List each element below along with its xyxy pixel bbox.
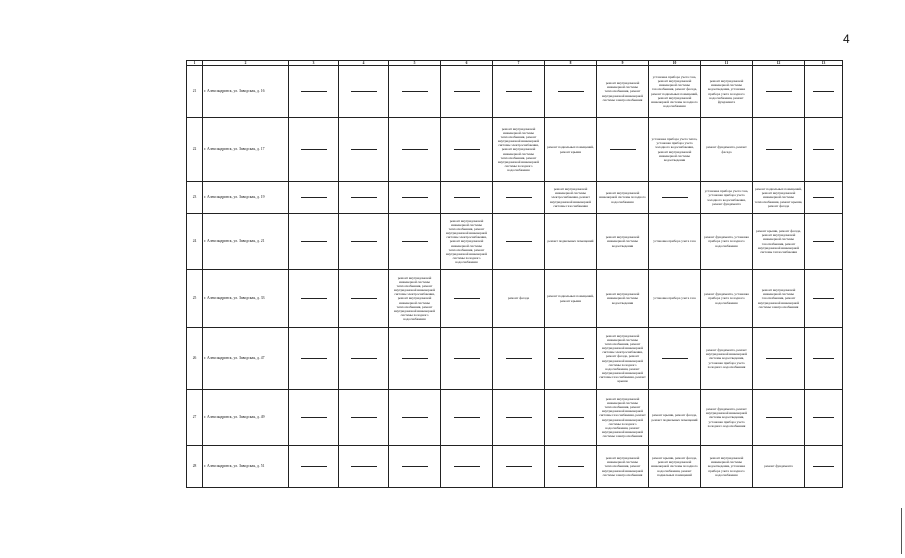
address-cell: г. Александровск, ул. Заводская, д. 21 [203, 214, 289, 270]
scan-edge-line [901, 508, 902, 554]
dash-mark [402, 197, 428, 198]
empty-cell [805, 182, 843, 214]
empty-cell [753, 118, 805, 182]
dash-mark [558, 358, 584, 359]
dash-mark [351, 197, 377, 198]
dash-mark [813, 149, 834, 150]
work-cell: ремонт внутридомовой инженерной системы водоотведения, установка прибора учета холодного водоснабжения, ремонт фундамента [701, 66, 753, 118]
row-number: 24 [187, 214, 203, 270]
work-cell: ремонт внутридомовой инженерной системы газоснабжения, ремонт внутридомовой инженерной системы электроснабжения [753, 270, 805, 328]
table-row [187, 270, 843, 328]
dash-mark [506, 91, 532, 92]
empty-cell [441, 270, 493, 328]
work-cell: установка прибора учета газа, установка прибора учета холодного водоснабжения, ремонт фундамента [701, 182, 753, 214]
dash-mark [506, 417, 532, 418]
empty-cell [289, 214, 339, 270]
empty-cell [753, 66, 805, 118]
work-cell: ремонт крыши, ремонт фасада, ремонт подвальных помещений [649, 390, 701, 446]
row-number: 21 [187, 66, 203, 118]
column-header: 11 [701, 61, 753, 66]
empty-cell [493, 182, 545, 214]
empty-cell [289, 390, 339, 446]
work-cell: ремонт подвальных помещений, ремонт крыши [545, 270, 597, 328]
column-header: 12 [753, 61, 805, 66]
dash-mark [454, 91, 480, 92]
column-header: 3 [289, 61, 339, 66]
dash-mark [813, 466, 834, 467]
empty-cell [441, 390, 493, 446]
dash-mark [662, 358, 688, 359]
dash-mark [813, 91, 834, 92]
empty-cell [389, 390, 441, 446]
empty-cell [339, 328, 389, 390]
empty-cell [493, 446, 545, 488]
dash-mark [402, 466, 428, 467]
work-cell: ремонт внутридомовой инженерной системы водоотведения, установка прибора учета холодного водоснабжения [701, 446, 753, 488]
address-cell: г. Александровск, ул. Заводская, д. 47 [203, 328, 289, 390]
empty-cell [389, 118, 441, 182]
work-cell: ремонт внутридомовой инженерной системы теплоснабжения, ремонт внутридомовой инженерной системы электроснабжения, ремонт внутридомовой инженерной системы теплоснабжения, ремонт внутридомовой инженерной системы холодного водоснабжения [441, 214, 493, 270]
work-cell: ремонт внутридомовой инженерной системы теплоснабжения, ремонт внутридомовой инженерной системы электроснабжения, ремонт фасада, ремонт внутридомовой инженерной системы холодного водоснабжения, ремонт внутридомовой инженерной системы газоснабжения, ремонт крыши [597, 328, 649, 390]
empty-cell [339, 66, 389, 118]
empty-cell [289, 66, 339, 118]
dash-mark [766, 358, 792, 359]
empty-cell [805, 390, 843, 446]
dash-mark [402, 91, 428, 92]
empty-cell [545, 328, 597, 390]
empty-cell [753, 390, 805, 446]
column-header: 5 [389, 61, 441, 66]
dash-mark [402, 241, 428, 242]
table-row [187, 446, 843, 488]
dash-mark [813, 358, 834, 359]
empty-cell [493, 214, 545, 270]
empty-cell [805, 214, 843, 270]
work-cell: установка прибора учета газа [649, 270, 701, 328]
work-cell: ремонт внутридомовой инженерной системы теплоснабжения, ремонт внутридомовой инженерной системы электроснабжения, ремонт внутридомовой инженерной системы теплоснабжения, ремонт внутридомовой инженерной системы холодного водоснабжения [389, 270, 441, 328]
work-cell: ремонт фундамента, ремонт внутридомовой инженерной системы водоотведения, установка прибора учета холодного водоснабжения [701, 390, 753, 446]
dash-mark [402, 358, 428, 359]
row-number: 26 [187, 328, 203, 390]
work-cell: ремонт внутридомовой инженерной системы теплоснабжения, ремонт внутридомовой инженерной системы электроснабжения, ремонт внутридомовой инженерной системы теплоснабжения, ремонт внутридомовой инженерной системы холодного водоснабжения [493, 118, 545, 182]
empty-cell [289, 270, 339, 328]
dash-mark [813, 417, 834, 418]
dash-mark [766, 149, 792, 150]
empty-cell [289, 328, 339, 390]
table-row [187, 214, 843, 270]
empty-cell [389, 446, 441, 488]
work-cell: установка прибора учета газа [649, 214, 701, 270]
dash-mark [558, 91, 584, 92]
empty-cell [389, 66, 441, 118]
dash-mark [454, 197, 480, 198]
empty-cell [389, 214, 441, 270]
work-cell: ремонт фундамента, установка прибора учета холодного водоснабжения [701, 270, 753, 328]
work-cell: ремонт внутридомовой инженерной системы теплоснабжения, ремонт внутридомовой инженерной системы электроснабжения [597, 446, 649, 488]
page-number: 4 [843, 32, 850, 46]
dash-mark [454, 358, 480, 359]
work-cell: установка прибора учета газа, ремонт внутридомовой инженерной системы газоснабжения, ремонт фасада, ремонт подвальных помещений, ремонт внутридомовой инженерной системы холодного водоснабжения [649, 66, 701, 118]
empty-cell [339, 182, 389, 214]
dash-mark [301, 91, 327, 92]
work-cell: ремонт внутридомовой инженерной системы теплоснабжения, ремонт внутридомовой инженерной системы газоснабжения, ремонт внутридомовой инженерной системы холодного водоснабжения, ремонт внутридомовой инженерной системы электроснабжения [597, 390, 649, 446]
empty-cell [441, 66, 493, 118]
dash-mark [506, 358, 532, 359]
dash-mark [506, 241, 532, 242]
column-header: 2 [203, 61, 289, 66]
work-cell: ремонт подвальных помещений [545, 214, 597, 270]
address-cell: г. Александровск, ул. Заводская, д. 33 [203, 270, 289, 328]
column-header: 7 [493, 61, 545, 66]
empty-cell [289, 446, 339, 488]
dash-mark [301, 241, 327, 242]
work-cell: ремонт фундамента, ремонт внутридомовой инженерной системы водоотведения, установка прибора учета холодного водоснабжения [701, 328, 753, 390]
work-cell: ремонт фундамента, установка прибора учета холодного водоснабжения [701, 214, 753, 270]
row-number: 23 [187, 182, 203, 214]
empty-cell [289, 182, 339, 214]
work-cell: ремонт крыши, ремонт фасада, ремонт внутридомовой инженерной системы газоснабжения, ремонт внутридомовой инженерной системы теплоснабжения [753, 214, 805, 270]
empty-cell [545, 390, 597, 446]
table-row [187, 390, 843, 446]
work-cell: ремонт подвальных помещений, ремонт внутридомовой инженерной системы теплоснабжения, ремонт крыши, ремонт фасада [753, 182, 805, 214]
dash-mark [813, 197, 834, 198]
dash-mark [351, 298, 377, 299]
empty-cell [339, 118, 389, 182]
dash-mark [813, 298, 834, 299]
empty-cell [805, 446, 843, 488]
column-header: 13 [805, 61, 843, 66]
dash-mark [301, 197, 327, 198]
table-row [187, 66, 843, 118]
empty-cell [339, 446, 389, 488]
column-header: 10 [649, 61, 701, 66]
work-cell: ремонт фундамента [753, 446, 805, 488]
dash-mark [506, 197, 532, 198]
column-header: 9 [597, 61, 649, 66]
work-cell: ремонт подвальных помещений, ремонт крыши [545, 118, 597, 182]
empty-cell [493, 390, 545, 446]
work-cell: ремонт внутридомовой инженерной системы электроснабжения, ремонт внутридомовой инженерной системы газоснабжения [545, 182, 597, 214]
row-number: 22 [187, 118, 203, 182]
empty-cell [545, 66, 597, 118]
dash-mark [454, 149, 480, 150]
work-cell: ремонт внутридомовой инженерной системы водоотведения [597, 270, 649, 328]
empty-cell [649, 182, 701, 214]
work-cell: ремонт внутридомовой инженерной системы холодного водоснабжения [597, 182, 649, 214]
empty-cell [339, 270, 389, 328]
empty-cell [441, 182, 493, 214]
address-cell: г. Александровск, ул. Заводская, д. 19 [203, 182, 289, 214]
empty-cell [289, 118, 339, 182]
column-header: 1 [187, 61, 203, 66]
empty-cell [441, 328, 493, 390]
column-header: 8 [545, 61, 597, 66]
dash-mark [558, 417, 584, 418]
dash-mark [610, 149, 636, 150]
address-cell: г. Александровск, ул. Заводская, д. 16 [203, 66, 289, 118]
empty-cell [805, 270, 843, 328]
empty-cell [389, 182, 441, 214]
empty-cell [493, 66, 545, 118]
dash-mark [402, 149, 428, 150]
row-number: 28 [187, 446, 203, 488]
dash-mark [662, 197, 688, 198]
empty-cell [389, 328, 441, 390]
dash-mark [351, 241, 377, 242]
column-header: 6 [441, 61, 493, 66]
table-row [187, 328, 843, 390]
empty-cell [493, 328, 545, 390]
table-row [187, 118, 843, 182]
empty-cell [805, 66, 843, 118]
dash-mark [506, 466, 532, 467]
work-cell: ремонт фасада [493, 270, 545, 328]
repair-schedule-table [186, 60, 843, 488]
dash-mark [351, 417, 377, 418]
address-cell: г. Александровск, ул. Заводская, д. 49 [203, 390, 289, 446]
dash-mark [813, 241, 834, 242]
dash-mark [454, 298, 480, 299]
work-cell: ремонт фундамента, ремонт фасада [701, 118, 753, 182]
dash-mark [558, 466, 584, 467]
empty-cell [545, 446, 597, 488]
dash-mark [454, 417, 480, 418]
empty-cell [805, 118, 843, 182]
dash-mark [766, 91, 792, 92]
dash-mark [351, 91, 377, 92]
empty-cell [441, 446, 493, 488]
address-cell: г. Александровск, ул. Заводская, д. 17 [203, 118, 289, 182]
table-row [187, 182, 843, 214]
dash-mark [301, 417, 327, 418]
dash-mark [301, 298, 327, 299]
dash-mark [301, 466, 327, 467]
work-cell: установка прибора учета тепла, установка прибора учета холодного водоснабжения, ремонт внутридомовой инженерной системы водоотведения [649, 118, 701, 182]
empty-cell [441, 118, 493, 182]
empty-cell [339, 214, 389, 270]
address-cell: г. Александровск, ул. Заводская, д. 51 [203, 446, 289, 488]
empty-cell [805, 328, 843, 390]
dash-mark [351, 466, 377, 467]
row-number: 25 [187, 270, 203, 328]
work-cell: ремонт внутридомовой инженерной системы теплоснабжения, ремонт внутридомовой инженерной системы электроснабжения [597, 66, 649, 118]
dash-mark [301, 358, 327, 359]
table-body [187, 61, 843, 488]
dash-mark [351, 358, 377, 359]
column-header: 4 [339, 61, 389, 66]
empty-cell [339, 390, 389, 446]
work-cell: ремонт внутридомовой инженерной системы водоотведения [597, 214, 649, 270]
dash-mark [402, 417, 428, 418]
work-cell: ремонт крыши, ремонт фасада, ремонт внутридомовой инженерной системы холодного водоснабжения, ремонт подвальных помещений [649, 446, 701, 488]
empty-cell [753, 328, 805, 390]
dash-mark [454, 466, 480, 467]
empty-cell [597, 118, 649, 182]
dash-mark [301, 149, 327, 150]
dash-mark [766, 417, 792, 418]
dash-mark [351, 149, 377, 150]
row-number: 27 [187, 390, 203, 446]
empty-cell [649, 328, 701, 390]
